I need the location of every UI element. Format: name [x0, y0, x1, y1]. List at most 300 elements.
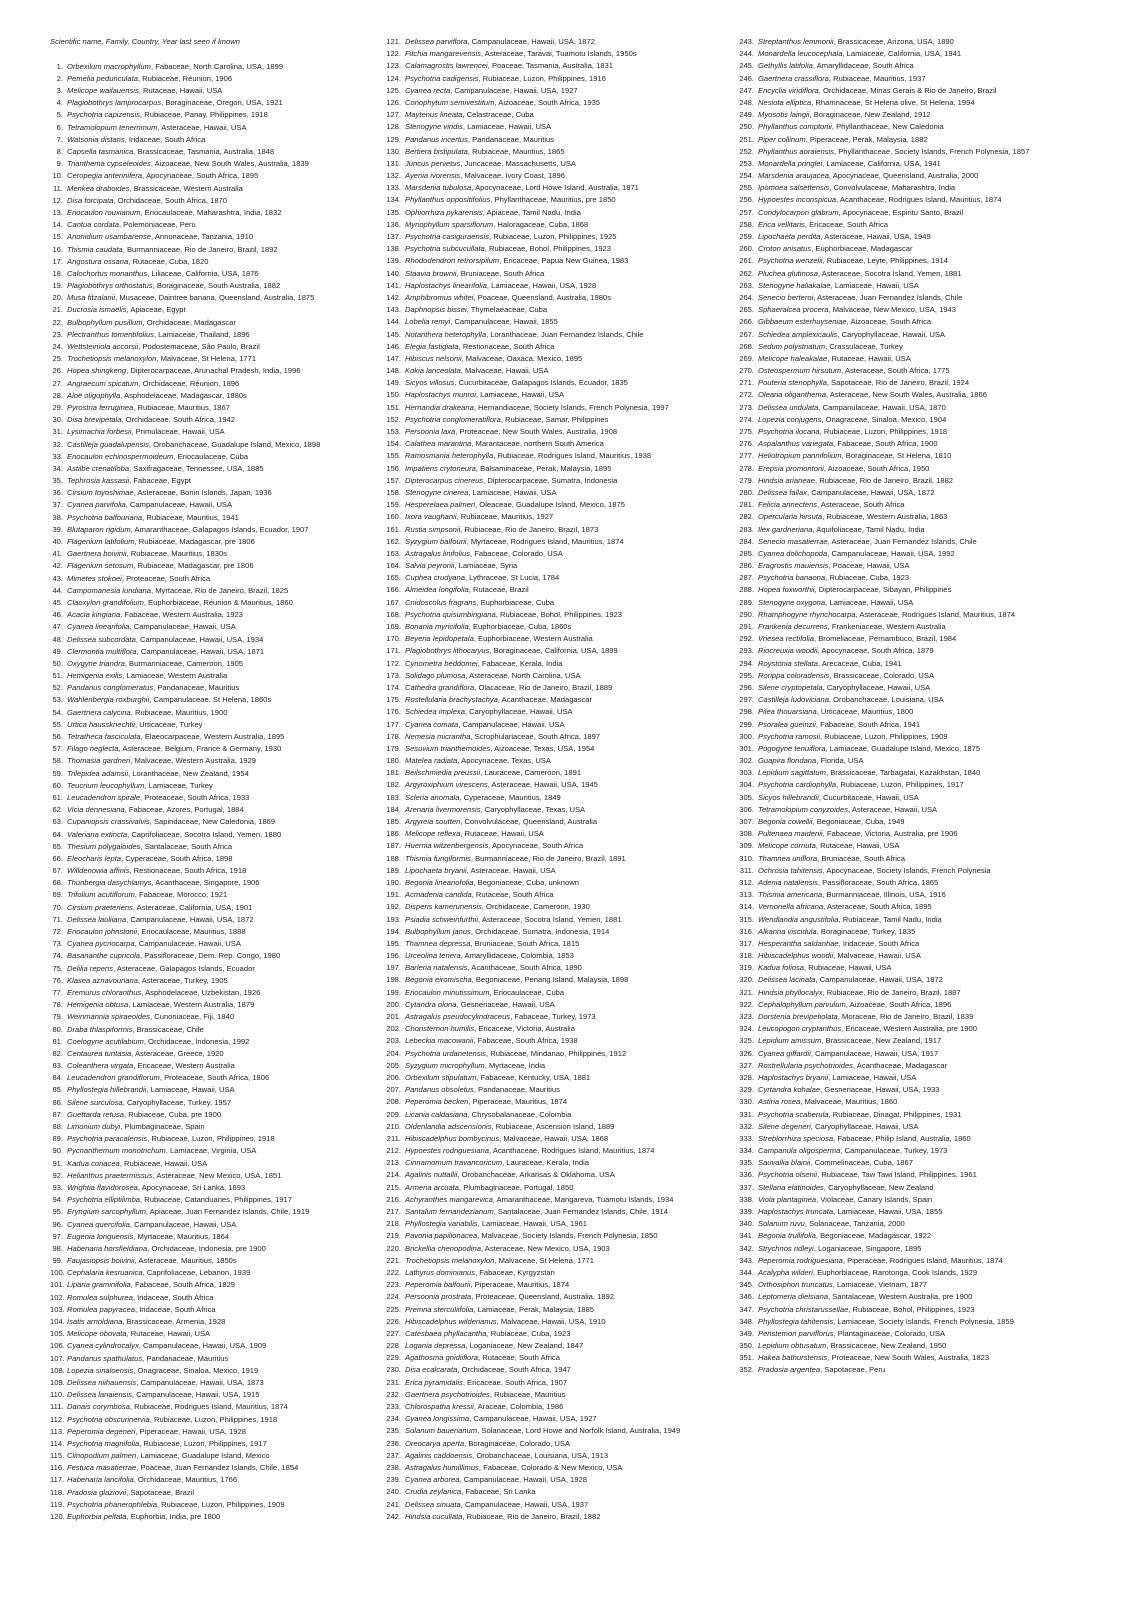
species-details: , Orchidaceae, South Africa, 1947: [457, 1365, 571, 1375]
list-item: [738, 194, 1098, 206]
item-number: 173.: [386, 670, 401, 680]
species-details: , Fabaceae, South Africa, 1938: [473, 1036, 578, 1046]
scientific-name: Fitchia mangarevensis: [405, 49, 481, 59]
scientific-name: Cyanea arborea: [405, 1475, 460, 1485]
item-number: 22.: [52, 317, 63, 327]
list-item: [738, 536, 1098, 548]
species-details: , Arecaceae, Cuba, 1941: [817, 658, 902, 668]
item-number: 148.: [386, 366, 401, 376]
item-number: 36.: [52, 488, 63, 498]
species-details: , Aizoaceae, New South Wales, Australia, 1839: [150, 159, 309, 169]
species-details: , Orchidaceae, Réunion, 1896: [138, 378, 240, 388]
species-details: , Lamiaceae, Syria: [454, 561, 518, 571]
list-item: [50, 1170, 410, 1182]
scientific-name: Delissea lacinata: [758, 975, 816, 985]
list-item: [385, 536, 745, 548]
species-details: , Lamiaceae, Society Islands, French Polynesia, 1859: [833, 1316, 1014, 1326]
item-number: 126.: [386, 97, 401, 107]
scientific-name: Myosotis laingii: [758, 110, 810, 120]
scientific-name: Vriesea rectifolia: [758, 634, 814, 644]
list-item: [385, 1230, 745, 1242]
item-number: 20.: [52, 293, 63, 303]
item-number: 301.: [739, 743, 754, 753]
species-details: , Poaceae, Tasmania, Australia, 1831: [487, 61, 613, 71]
item-number: 46.: [52, 610, 63, 620]
list-item: [385, 1425, 745, 1437]
item-number: 170.: [386, 634, 401, 644]
list-item: [738, 743, 1098, 755]
scientific-name: Euphorbia peltata: [67, 1512, 127, 1521]
scientific-name: Syzygium balfourii: [405, 536, 467, 546]
species-details: , Apiaceae, Egypt: [126, 305, 186, 315]
list-item: [738, 548, 1098, 560]
scientific-name: Crudia zeylanica: [405, 1487, 462, 1497]
species-details: , Asteraceae, South Africa, 1775: [841, 366, 950, 376]
list-item: [50, 1109, 410, 1121]
scientific-name: Acmadenia candida: [405, 890, 472, 900]
list-item: [50, 73, 410, 85]
scientific-name: Watsonia distans: [67, 134, 125, 144]
scientific-name: Thamnea depressa: [405, 938, 471, 948]
species-details: , Fabaceae, Egypt: [129, 476, 191, 486]
item-number: 95.: [52, 1207, 63, 1217]
list-item: [50, 122, 410, 134]
species-details: , Orchidaceae, Cameroon, 1930: [481, 902, 590, 912]
list-item: [50, 1316, 410, 1328]
item-number: 246.: [739, 73, 754, 83]
scientific-name: Haplostachys truncata: [758, 1207, 834, 1216]
scientific-name: Orbexilum stipulatum: [405, 1072, 477, 1082]
list-item: [738, 1035, 1098, 1047]
item-number: 44.: [52, 585, 63, 595]
scientific-name: Eleocharis lepta: [67, 853, 122, 863]
list-item: [738, 1316, 1098, 1328]
item-number: 178.: [386, 731, 401, 741]
scientific-name: Eriocaulon rouxianum: [67, 207, 141, 217]
list-item: [738, 987, 1098, 999]
scientific-name: Sicyos villosus: [405, 378, 455, 388]
scientific-name: Leptomeria dielsiana: [758, 1292, 829, 1302]
species-details: , Malvaceae, Western Australia, 1929: [130, 756, 256, 766]
species-details: , Asteraceae, Juan Fernandez Islands, Chile: [827, 536, 977, 546]
list-item: [385, 450, 745, 462]
item-number: 2.: [56, 73, 63, 83]
species-details: , Campanulaceae, Hawaii, USA: [129, 1219, 237, 1229]
list-item: [385, 658, 745, 670]
species-details: , Caryophyllaceae, Hawaii, USA: [464, 707, 573, 717]
list-item: [50, 841, 410, 853]
list-item: [738, 1218, 1098, 1230]
item-number: 320.: [739, 975, 754, 985]
item-number: 105.: [50, 1329, 65, 1339]
species-details: , Caryophyllaceae, Hawaii, USA: [837, 329, 945, 339]
species-details: , Gesneriaceae, Hawaii, USA, 1933: [820, 1085, 940, 1095]
item-number: 331.: [739, 1109, 754, 1119]
scientific-name: Agalinis caddoensis: [405, 1450, 473, 1460]
scientific-name: Begonia eiromischa: [405, 975, 472, 985]
list-item: [50, 902, 410, 914]
list-item: [738, 97, 1098, 109]
list-item: [385, 548, 745, 560]
scientific-name: Ceropegia antennifera: [67, 171, 143, 181]
item-number: 65.: [52, 841, 63, 851]
list-item: [385, 194, 745, 206]
list-item: [385, 1023, 745, 1035]
scientific-name: Opercularia hirsuta: [758, 512, 823, 522]
species-details: , Pandanaceae, Mauritius: [473, 1085, 560, 1095]
scientific-name: Stellaria elatinoides: [758, 1182, 824, 1192]
item-number: 151.: [386, 402, 401, 412]
species-details: , Amaranthaceae, Galapagos Islands, Ecuador, 1907: [130, 524, 309, 534]
item-number: 79.: [52, 1012, 63, 1022]
list-item: [738, 1096, 1098, 1108]
species-details: , Amaranthaceae, Mangareva, Tuamotu Islands, 1934: [492, 1194, 674, 1204]
item-number: 28.: [52, 390, 63, 400]
scientific-name: Haplostachys bryanii: [758, 1072, 829, 1082]
item-number: 223.: [386, 1280, 401, 1290]
item-number: 109.: [50, 1377, 65, 1387]
species-details: , Sapindaceae, New Caledonia, 1869: [149, 817, 276, 827]
scientific-name: Marsdenia araujacea: [758, 171, 829, 181]
scientific-name: Premna sterculiifolia: [405, 1304, 474, 1314]
list-item: [738, 999, 1098, 1011]
list-item: [385, 353, 745, 365]
scientific-name: Kadua coriacea: [67, 1158, 120, 1168]
scientific-name: Cantua cordata: [67, 220, 119, 230]
item-number: 203.: [386, 1036, 401, 1046]
item-number: 116.: [50, 1463, 65, 1473]
scientific-name: Trilepidea adamsii: [67, 768, 129, 778]
scientific-name: Delissea lanaiensis: [67, 1390, 133, 1400]
species-details: , Lamiaceae, Hawaii, USA: [828, 1072, 917, 1082]
list-item: [385, 377, 745, 389]
item-number: 61.: [52, 792, 63, 802]
list-item: [738, 1194, 1098, 1206]
list-item: [50, 97, 410, 109]
list-item: [738, 48, 1098, 60]
species-details: , Phyllanthaceae, Mauritius, pre 1850: [490, 195, 616, 205]
item-number: 322.: [739, 999, 754, 1009]
scientific-name: Lopezia conjugens: [758, 414, 822, 424]
item-number: 219.: [386, 1231, 401, 1241]
item-number: 140.: [386, 268, 401, 278]
list-item: [738, 584, 1098, 596]
item-number: 87.: [52, 1109, 63, 1119]
species-details: , Iridaceae, South Africa: [124, 134, 206, 144]
scientific-name: Solidago plumosa: [405, 670, 466, 680]
species-details: , Campanulaceae, Hawaii, USA: [129, 622, 236, 632]
scientific-name: Hindsia cucullata: [405, 1511, 463, 1521]
item-number: 307.: [739, 817, 754, 826]
list-item: [738, 304, 1098, 316]
list-item: [385, 121, 745, 133]
list-item: [385, 743, 745, 755]
species-details: , Brassicaceae, Armenia, 1928: [122, 1317, 226, 1326]
species-details: , Podostemaceae, São Paulo, Brazil: [138, 342, 260, 351]
list-item: [385, 1169, 745, 1181]
list-item: [738, 755, 1098, 767]
item-number: 141.: [386, 280, 401, 290]
scientific-name: Sauvallia blainii: [758, 1158, 811, 1168]
list-item: [385, 1328, 745, 1340]
species-details: , Orchidaceae, Minas Gerais & Rio de Janeiro, Brazil: [818, 85, 997, 95]
list-item: [385, 1511, 745, 1523]
list-item: [738, 243, 1098, 255]
list-item: [50, 1279, 410, 1291]
list-item: [385, 597, 745, 609]
scientific-name: Cyrtandra kohalae: [758, 1085, 821, 1095]
list-item: [738, 1267, 1098, 1279]
item-number: 26.: [52, 366, 63, 376]
scientific-name: Persoonia laxa: [405, 427, 456, 436]
species-details: , Lamiaceae, California, USA, 1941: [842, 49, 962, 59]
scientific-name: Peperomia beckeri: [405, 1097, 469, 1107]
species-details: , Fabaceae, Colorado, USA: [470, 548, 563, 558]
list-item: [738, 1157, 1098, 1169]
list-item: [50, 304, 410, 316]
species-details: , Campanulaceae, Hawaii, USA: [125, 500, 233, 510]
list-item: [50, 1060, 410, 1072]
species-details: , Eriocaulaceae, Mauritius, 1888: [137, 927, 246, 936]
scientific-name: Ipomoea salsettensis: [758, 183, 830, 193]
species-details: , Malvaceae, Ivory Coast, 1896: [460, 171, 565, 181]
item-number: 313.: [739, 890, 754, 900]
item-number: 305.: [739, 792, 754, 802]
scientific-name: Psychotria ilocana: [758, 427, 820, 436]
scientific-name: Stenogyne cinerea: [405, 487, 469, 497]
scientific-name: Valeriana extincta: [67, 829, 128, 839]
species-details: , Campanulaceae, Hawaii, USA, 1927: [450, 85, 578, 95]
scientific-name: Cynometra beddomei: [405, 658, 478, 668]
scientific-name: Rostrellularia psychotrioides: [758, 1060, 853, 1070]
species-details: , Rubiaceae, Bohol, Philippines, 1923: [484, 244, 612, 254]
item-number: 159.: [386, 500, 401, 510]
scientific-name: Wendlandia angustifolia: [758, 914, 839, 924]
scientific-name: Blutaparon rigidum: [67, 524, 131, 534]
list-item: [738, 134, 1098, 146]
list-item: [50, 999, 410, 1011]
scientific-name: Leucadendron spirale: [67, 792, 141, 802]
scientific-name: Psychotria capizensis: [67, 110, 141, 120]
list-item: [50, 512, 410, 524]
item-number: 199.: [386, 987, 401, 997]
scientific-name: Melicope reflexa: [405, 829, 461, 839]
species-details: , Campanulaceae, Hawaii, USA, 1992: [827, 548, 955, 558]
item-number: 81.: [52, 1036, 63, 1046]
species-details: , Fabaceae, Kentucky, USA, 1881: [476, 1072, 591, 1082]
item-number: 271.: [739, 378, 754, 388]
list-item: [738, 767, 1098, 779]
scientific-name: Capsella tasmanica: [67, 147, 134, 156]
species-details: , Rubiaceae, Luzon, Philippines, 1918: [149, 1414, 278, 1424]
scientific-name: Wrightia flavidorosea: [67, 1182, 138, 1192]
item-number: 134.: [386, 195, 401, 205]
item-number: 186.: [386, 829, 401, 839]
scientific-name: Clinopodium palmeri: [67, 1451, 137, 1461]
item-number: 281.: [739, 500, 754, 510]
species-details: , Caryophyllaceae, Texas, USA: [480, 804, 586, 814]
species-details: , Amaryllidaceae, Colombia, 1853: [460, 951, 574, 961]
species-details: , Rubiaceae, Samar, Philippines: [500, 414, 609, 424]
list-item: [50, 1304, 410, 1316]
scientific-name: Acalypha wilderi: [758, 1267, 813, 1277]
species-details: , Apocynaceae, Espiritu Santo, Brazil: [838, 207, 964, 217]
species-details: , Piperaceae, Perak, Malaysia, 1882: [805, 134, 928, 144]
scientific-name: Filago neglecta: [67, 744, 119, 754]
species-details: , Orchidaceae, Sumatra, Indonesia, 1914: [470, 926, 610, 936]
scientific-name: Almeidea longifolia: [405, 585, 469, 595]
list-item: [385, 1109, 745, 1121]
list-item: [385, 438, 745, 450]
list-item: [385, 402, 745, 414]
list-item: [738, 1279, 1098, 1291]
scientific-name: Calamagrostis lawrencei: [405, 61, 488, 71]
item-number: 235.: [386, 1426, 401, 1436]
item-number: 185.: [386, 817, 401, 826]
scientific-name: Schiedea implexa: [405, 707, 465, 717]
list-item: [738, 816, 1098, 828]
item-number: 24.: [52, 342, 63, 351]
list-item: [50, 548, 410, 560]
item-number: 290.: [739, 609, 754, 619]
list-item: [50, 1036, 410, 1048]
scientific-name: Dipterocarpus cinereus: [405, 475, 484, 485]
scientific-name: Wettsteiniola accorsii: [67, 342, 139, 351]
list-item: [738, 572, 1098, 584]
item-number: 252.: [739, 146, 754, 156]
species-details: , Rutaceae, South Africa: [478, 1353, 560, 1363]
list-item: [738, 889, 1098, 901]
scientific-name: Cyanea pycnocarpa: [67, 939, 135, 949]
list-item: [738, 329, 1098, 341]
item-number: 163.: [386, 548, 401, 558]
scientific-name: Calochortus monanthus: [67, 268, 148, 278]
list-item: [50, 1011, 410, 1023]
list-item: [385, 645, 745, 657]
list-item: [738, 633, 1098, 645]
scientific-name: Cyanea longissima: [405, 1414, 470, 1424]
species-details: , Poaceae, Queensland, Australia, 1980s: [473, 292, 612, 302]
species-details: , Phyllanthaceae, New Caledonia: [831, 122, 944, 132]
list-item: [50, 524, 410, 536]
species-details: , Malvaceae, Society Islands, French Polynesia, 1850: [477, 1231, 658, 1241]
item-number: 69.: [52, 890, 63, 900]
list-item: [50, 731, 410, 743]
scientific-name: Hesperantha saldanhae: [758, 938, 839, 948]
scientific-name: Cupaniopsis crassivalvis: [67, 817, 150, 827]
item-number: 149.: [386, 378, 401, 388]
species-details: , Santalaceae, South Africa: [140, 841, 233, 851]
item-number: 333.: [739, 1133, 754, 1143]
species-details: , Orchidaceae, Indonesia, pre 1900: [147, 1243, 266, 1253]
species-details: , Proteaceae, New South Wales, Australia, 1908: [455, 427, 618, 436]
list-item: [738, 840, 1098, 852]
item-number: 124.: [386, 73, 401, 83]
item-number: 143.: [386, 305, 401, 315]
species-details: , Rubiaceae, Bohol, Philippines, 1923: [495, 609, 622, 619]
item-number: 147.: [386, 353, 401, 363]
species-details: , Malvaceae, Mauritius, 1860: [800, 1097, 898, 1107]
species-details: , Fabaceae, Colorado & New Mexico, USA: [478, 1462, 623, 1472]
item-number: 191.: [386, 890, 401, 900]
species-details: , Rubiaceae, Rio de Janeiro, Brazil, 1882: [462, 1511, 601, 1521]
list-item: [50, 768, 410, 780]
list-item: [50, 1048, 410, 1060]
item-number: 117.: [50, 1475, 65, 1485]
species-details: , Rutaceae, Hawaii, USA: [827, 353, 911, 363]
item-number: 160.: [386, 512, 401, 522]
list-item: [738, 121, 1098, 133]
item-number: 120.: [50, 1512, 65, 1521]
item-number: 316.: [739, 926, 754, 936]
species-details: , Apocynaceae, South Africa, 1895: [142, 171, 259, 181]
item-number: 113.: [50, 1426, 65, 1436]
scientific-name: Piper collinum: [758, 134, 806, 144]
species-details: , Aquifoliaceae, Tamil Nadu, India: [812, 524, 925, 534]
list-item: [50, 1426, 410, 1438]
list-item: [385, 1145, 745, 1157]
list-item: [50, 1499, 410, 1511]
item-number: 230.: [386, 1365, 401, 1375]
list-item: [385, 475, 745, 487]
item-number: 311.: [739, 865, 754, 875]
item-number: 45.: [52, 597, 63, 607]
item-number: 289.: [739, 597, 754, 607]
scientific-name: Tetramolopium conyzoides: [758, 804, 849, 814]
item-number: 244.: [739, 49, 754, 59]
item-number: 261.: [739, 256, 754, 266]
species-details: , Campanulaceae, Hawaii, USA, 1934: [135, 634, 264, 644]
scientific-name: Notanthera heterophylla: [405, 329, 487, 339]
scientific-name: Cathedra grandiflora: [405, 682, 475, 692]
list-item: [50, 1145, 410, 1157]
list-item: [738, 207, 1098, 219]
item-number: 100.: [50, 1268, 65, 1278]
item-number: 183.: [386, 792, 401, 802]
scientific-name: Menkea draboides: [67, 183, 130, 193]
species-details: , Apocynaceae, Texas, USA: [457, 756, 551, 766]
species-details: , Rubiaceae, Luzon, Philippines, 1909: [156, 1499, 285, 1509]
scientific-name: Cyanea dolichopoda: [758, 548, 828, 558]
scientific-name: Alkanna viscidula: [758, 926, 817, 936]
list-item: [385, 182, 745, 194]
scientific-name: Cirsium toyoshimae: [67, 488, 134, 498]
item-number: 256.: [739, 195, 754, 205]
scientific-name: Bulbophyllum janus: [405, 926, 471, 936]
species-details: , Brassicaceae, Colorado, USA: [829, 670, 935, 680]
scientific-name: Ilex gardneriana: [758, 524, 813, 534]
scientific-name: Astragalus humillimus: [405, 1462, 479, 1472]
item-number: 201.: [386, 1012, 401, 1021]
species-details: , Celastraceae, Cuba: [462, 110, 534, 120]
list-item: [50, 414, 410, 426]
item-number: 29.: [52, 402, 63, 412]
item-number: 293.: [739, 646, 754, 656]
species-details: , Rutaceae, Cuba, 1820: [128, 256, 209, 266]
item-number: 269.: [739, 353, 754, 363]
list-item: [50, 378, 410, 390]
species-details: , Begoniaceae, Penang Island, Malaysia, 1898: [471, 975, 629, 985]
scientific-name: Licania caldasiana: [405, 1109, 468, 1119]
list-item: [385, 268, 745, 280]
list-item: [385, 694, 745, 706]
item-number: 43.: [52, 573, 63, 583]
species-details: , Rubiaceae, Taw Tawi Island, Philippines, 1961: [817, 1170, 977, 1180]
list-item: [385, 292, 745, 304]
item-number: 330.: [739, 1097, 754, 1107]
list-item: [50, 865, 410, 877]
list-item: [385, 1084, 745, 1096]
